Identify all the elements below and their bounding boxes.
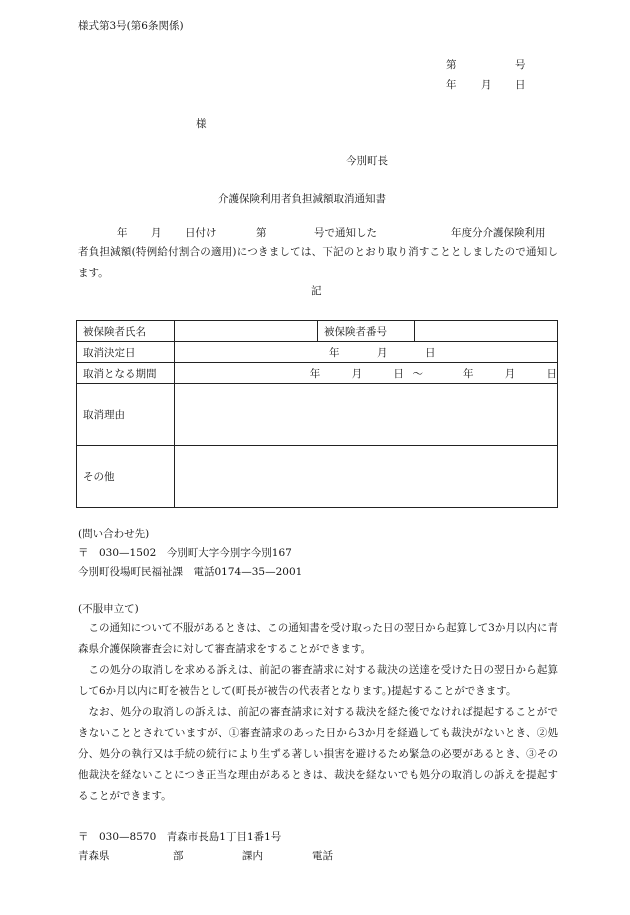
footer-postal-line: 〒 030—8570 青森市長島1丁目1番1号 [78, 831, 282, 843]
intro-month: 月 [151, 227, 162, 239]
footer-department: 部 [173, 850, 184, 862]
period-end-month: 月 [504, 367, 516, 380]
form-code: 様式第3号(第6条関係) [78, 20, 184, 32]
reason-value [175, 384, 558, 446]
intro-notified: 号で通知した [314, 227, 377, 239]
appeal-paragraph: この通知について不服があるときは、この通知書を受け取った日の翌日から起算して3か月以内に青森県介護保険審査会に対して審査請求をすることができます。 [78, 622, 558, 655]
footer-section: 課内 [242, 850, 263, 862]
table-row-period [77, 363, 558, 384]
doc-number-go: 号 [515, 59, 526, 71]
intro-year: 年 [117, 227, 128, 239]
appeal-paragraph: なお、処分の取消しの訴えは、前記の審査請求に対する裁決を経た後でなければ提起することができないこととされていますが、①審査請求のあった日から3か月を経過しても裁決がないとき、②処分、処分の執行又は手続の続行により生ずる著しい損害を避けるため緊急の必要があるとき、③その他裁決を経ないことにつき正当な理由があるときは、裁決を経ないでも処分の取消しの訴えを提起することができます。 [78, 706, 558, 802]
insured-name-value [175, 321, 318, 342]
decision-month: 月 [377, 346, 388, 359]
intro-body [78, 242, 558, 284]
period-label: 取消となる期間 [83, 367, 157, 380]
footer-pref: 青森県 [78, 850, 110, 862]
decision-date-label: 取消決定日 [83, 346, 136, 359]
doc-date-year: 年 [446, 79, 457, 91]
decision-year: 年 [329, 346, 340, 359]
reason-label: 取消理由 [83, 409, 125, 421]
table-row-other [77, 446, 558, 508]
appeal-heading: (不服申立て) [78, 603, 139, 615]
ki-heading: 記 [311, 285, 322, 297]
table-row-decision-date [77, 342, 558, 363]
doc-date-month: 月 [481, 79, 492, 91]
appeal-paragraph: この処分の取消しを求める訴えは、前記の審査請求に対する裁決の送達を受けた日の翌日から起算して6か月以内に町を被告として(町長が被告の代表者となります。)提起することができます。 [78, 664, 558, 697]
contact-office-line: 今別町役場町民福祉課 電話0174—35—2001 [78, 566, 303, 578]
period-start-day: 日 [393, 367, 404, 380]
info-table [76, 320, 558, 508]
addressee-honorific: 様 [196, 118, 207, 130]
decision-day: 日 [425, 346, 436, 359]
sender-name: 今別町長 [346, 155, 388, 167]
period-end-year: 年 [462, 367, 474, 380]
footer-phone: 電話 [312, 850, 333, 862]
intro-dai: 第 [256, 227, 267, 239]
period-start-month: 月 [351, 367, 363, 380]
contact-postal-line: 〒 030—1502 今別町大字今別字今別167 [78, 547, 292, 559]
table-row-reason [77, 384, 558, 446]
decision-date-value [175, 342, 558, 363]
document-title: 介護保険利用者負担減額取消通知書 [218, 193, 386, 205]
doc-number-dai: 第 [446, 59, 457, 71]
insured-name-label: 被保険者氏名 [83, 325, 146, 338]
insured-number-value [415, 321, 558, 342]
table-row-insured [77, 321, 558, 342]
other-label: その他 [83, 471, 115, 483]
insured-number-label: 被保険者番号 [324, 325, 387, 338]
period-tilde: ～ [412, 367, 423, 380]
period-start-year: 年 [309, 367, 321, 380]
period-value [175, 363, 558, 384]
other-value [175, 446, 558, 508]
doc-date-day: 日 [515, 79, 526, 91]
appeal-body [78, 618, 558, 807]
period-end-day: 日 [546, 367, 557, 380]
intro-fiscal-year: 年度分介護保険利用 [451, 227, 546, 239]
intro-text: 者負担減額(特例給付割合の適用)につきましては、下記のとおり取り消すこととしましたので通知します。 [78, 246, 558, 279]
contact-heading: (問い合わせ先) [78, 528, 150, 540]
intro-date-suffix: 日付け [185, 227, 217, 239]
